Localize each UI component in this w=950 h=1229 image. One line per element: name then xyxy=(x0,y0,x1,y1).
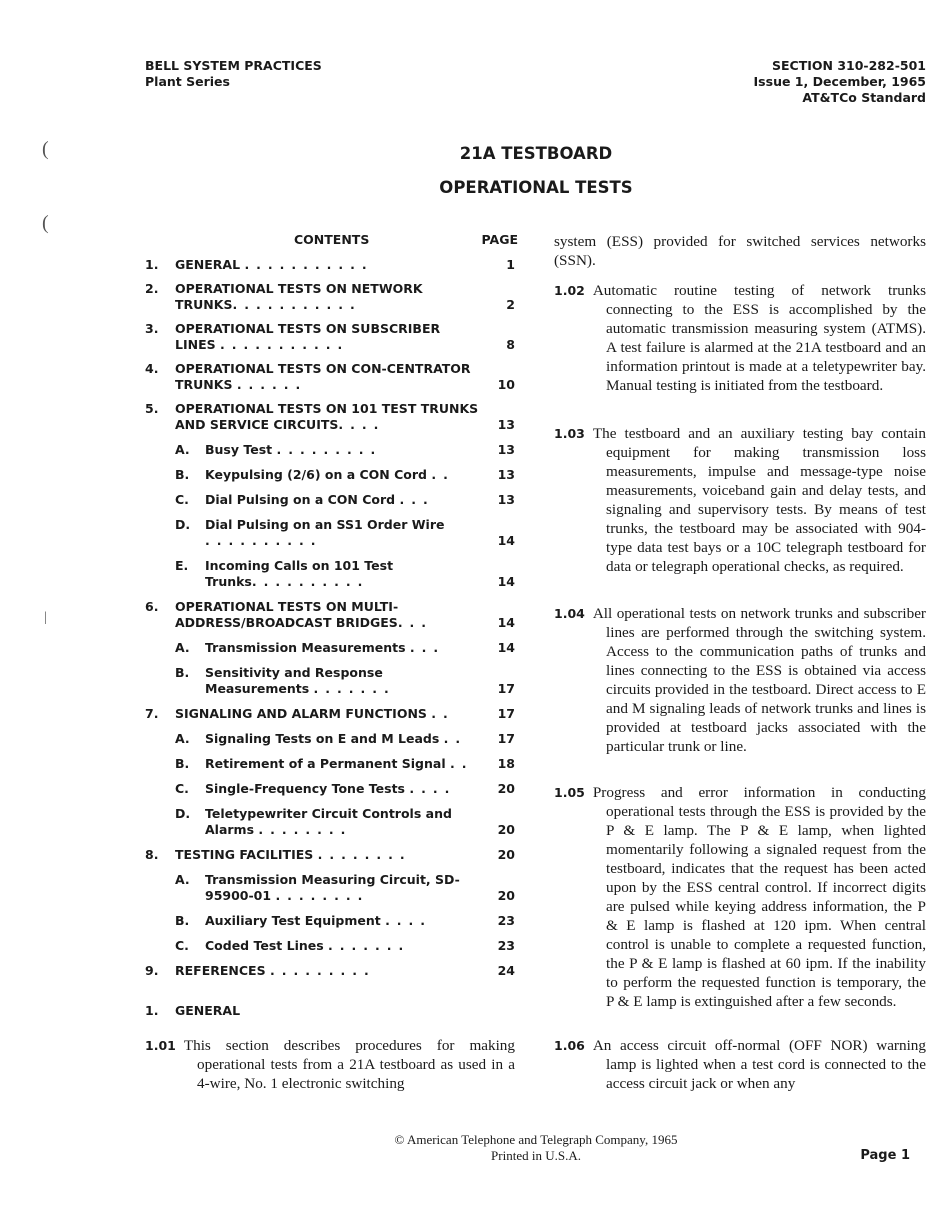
paragraph-1-03: 1.03 The testboard and an auxiliary testing bay contain equipment for making transmission loss measurements, impulse and message-type noise measurements, voiceband gain and delay tests, and signaling and supervisory tests. By means of test trunks, the testboard may be associated with 904-type data test bays or a 10C telegraph testboard for data or telegraph operational checks, as required. xyxy=(554,425,926,575)
toc-entry: A. Busy Test ......... 13 xyxy=(175,442,515,457)
page-number: Page 1 xyxy=(860,1148,910,1163)
toc-entry: 1. GENERAL ........... 1 xyxy=(145,257,515,272)
standard-label: AT&TCo Standard xyxy=(802,90,926,105)
header-subseries: Plant Series xyxy=(145,74,230,89)
paragraph-1-01-continued xyxy=(554,232,926,270)
toc-entry: C. Coded Test Lines ....... 23 xyxy=(175,938,515,953)
section-title: GENERAL xyxy=(175,1003,241,1018)
copyright-line: © American Telephone and Telegraph Company, 1965 xyxy=(394,1132,678,1147)
page-title: 21A TESTBOARD xyxy=(459,144,613,163)
toc-entry: D. Teletypewriter Circuit Controls and Alarms ........ 20 xyxy=(175,806,515,837)
paragraph-1-01 xyxy=(145,1036,515,1093)
toc-entry: 3. OPERATIONAL TESTS ON SUBSCRIBER LINES ........... 8 xyxy=(145,321,515,352)
toc-entry: E. Incoming Calls on 101 Test Trunks.......... 14 xyxy=(175,558,515,589)
toc-entry: 4. OPERATIONAL TESTS ON CON-CENTRATOR TRUNKS ...... 10 xyxy=(145,361,515,392)
toc-entry: B. Keypulsing (2/6) on a CON Cord .. 13 xyxy=(175,467,515,482)
toc-entry: 9. REFERENCES ......... 24 xyxy=(145,963,515,978)
paragraph-1-06: 1.06 An access circuit off-normal (OFF NOR) warning lamp is lighted when a test cord is connected to the access circuit jack or when any xyxy=(554,1037,926,1092)
section-number: SECTION 310-282-501 xyxy=(772,58,926,73)
section-number-label: 1. xyxy=(145,1003,159,1018)
toc-entry: B. Sensitivity and Response Measurements ....... 17 xyxy=(175,665,515,696)
toc-entry: 2. OPERATIONAL TESTS ON NETWORK TRUNKS........... 2 xyxy=(145,281,515,312)
header-right xyxy=(754,58,926,106)
toc-entry: C. Dial Pulsing on a CON Cord ... 13 xyxy=(175,492,515,507)
scan-mark: ( xyxy=(42,138,49,160)
issue-date: Issue 1, December, 1965 xyxy=(753,74,926,89)
header-series: BELL SYSTEM PRACTICES xyxy=(145,58,322,73)
page-subtitle: OPERATIONAL TESTS xyxy=(439,178,633,197)
paragraph-text: system (ESS) provided for switched services networks (SSN). xyxy=(554,233,926,269)
paragraph-text: This section describes procedures for making operational tests from a 21A testboard as used in a 4-wire, No. 1 electronic switching xyxy=(183,1037,515,1092)
toc-heading: CONTENTS xyxy=(294,232,370,247)
paragraph-1-02: 1.02 Automatic routine testing of network trunks connecting to the ESS is accomplished by the automatic transmission measuring system (ATMS). A test failure is alarmed at the 21A testboard and an information printout is made at a teletypewriter bay. Manual testing is initiated from the testboard. xyxy=(554,282,926,394)
copyright-footer xyxy=(0,1132,950,1164)
paragraph-1-05: 1.05 Progress and error information in conducting operational tests through the ESS is provided by the P & E lamp. The P & E lamp, when lighted momentarily following a signaled request from the testboard, indicates that the request has been acted upon by the ESS central control. If incorrect digits are pulsed while keying address information, the P & E lamp is flashed at 120 ipm. When central control is unable to complete a requested function, the P & E lamp is flashed at 60 ipm. If the inability to perform the requested function is temporary, the P & E lamp is extinguished after a few seconds. xyxy=(554,784,926,1010)
scan-mark: ( xyxy=(42,212,49,234)
toc-entry: C. Single-Frequency Tone Tests .... 20 xyxy=(175,781,515,796)
toc-entry: 8. TESTING FACILITIES ........ 20 xyxy=(145,847,515,862)
table-of-contents xyxy=(145,232,521,979)
scan-mark: | xyxy=(44,610,47,625)
toc-entry: D. Dial Pulsing on an SS1 Order Wire .......... 14 xyxy=(175,517,515,548)
toc-entry: 6. OPERATIONAL TESTS ON MULTI-ADDRESS/BROADCAST BRIDGES... 14 xyxy=(145,599,515,630)
printed-line: Printed in U.S.A. xyxy=(491,1148,581,1163)
paragraph-1-04: 1.04 All operational tests on network trunks and subscriber lines are performed through the switching system. Access to the communication paths of trunks and lines connecting to the ESS is obtained via access circuits provided in the testboard. Direct access to E and M signaling leads of network trunks and lines is provided at testboard jacks associated with the particular trunk or line. xyxy=(554,605,926,755)
section-heading xyxy=(145,1003,241,1018)
toc-entry: A. Transmission Measuring Circuit, SD-95900-01 ........ 20 xyxy=(175,872,515,903)
toc-entry: A. Signaling Tests on E and M Leads .. 17 xyxy=(175,731,515,746)
toc-header xyxy=(145,232,521,252)
toc-entry: 5. OPERATIONAL TESTS ON 101 TEST TRUNKS AND SERVICE CIRCUITS.... 13 xyxy=(145,401,515,432)
toc-entry: A. Transmission Measurements ... 14 xyxy=(175,640,515,655)
toc-entry: 7. SIGNALING AND ALARM FUNCTIONS .. 17 xyxy=(145,706,515,721)
header-left xyxy=(145,58,322,90)
toc-page-heading: PAGE xyxy=(481,232,518,247)
toc-entry: B. Auxiliary Test Equipment .... 23 xyxy=(175,913,515,928)
paragraph-number: 1.01 xyxy=(145,1038,176,1053)
toc-entry: B. Retirement of a Permanent Signal .. 18 xyxy=(175,756,515,771)
